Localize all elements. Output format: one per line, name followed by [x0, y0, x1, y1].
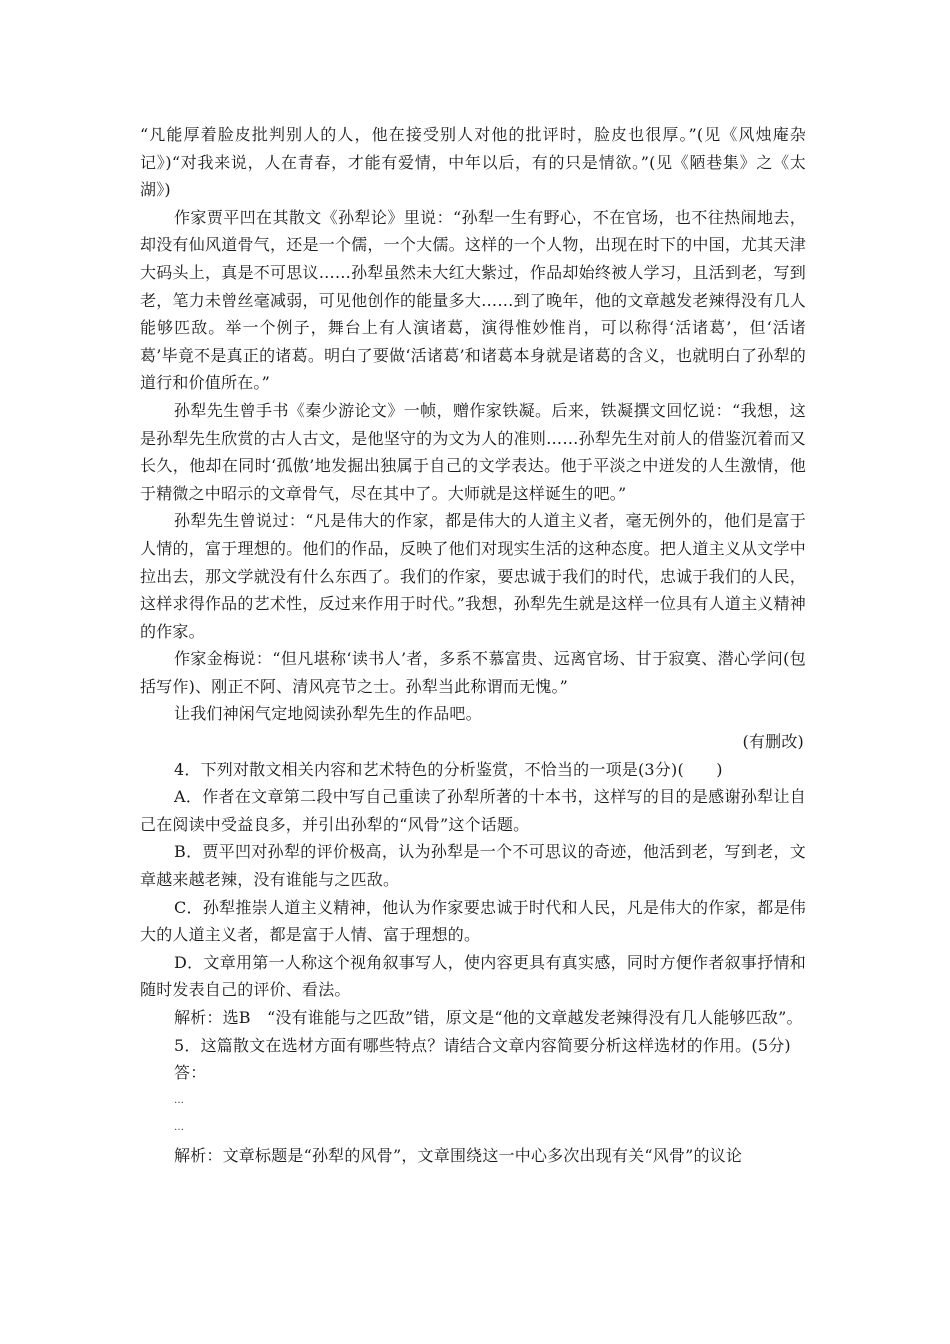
document-page — [140, 121, 806, 1170]
paragraph-sun-li-quote: 孙犁先生曾说过：“凡是伟大的作家，都是伟大的人道主义者，毫无例外的，他们是富于人情的，富于理想的。他们的作品，反映了他们对现实生活的这种态度。把人道主义从文学中拉出去，那文学就没有什么东西了。我们的作家，要忠诚于我们的时代，忠诚于我们的人民，这样求得作品的艺术性，反过来作用于时代。”我想，孙犁先生就是这样一位具有人道主义精神的作家。 — [140, 511, 806, 641]
paragraph-jin-mei: 作家金梅说：“但凡堪称‘读书人’者，多系不慕富贵、远离官场、甘于寂寞、潜心学问(包括写作)、刚正不阿、清风亮节之士。孙犁当此称谓而无愧。” — [140, 649, 806, 696]
question-5-stem: 5．这篇散文在选材方面有哪些特点？请结合文章内容简要分析这样选材的作用。(5分) — [174, 1035, 791, 1055]
question-4-analysis: 解析：选B “没有谁能与之匹敌”错，原文是“他的文章越发老辣得没有几人能够匹敌”。 — [174, 1008, 803, 1027]
question-5-answer-label: 答： — [174, 1063, 207, 1083]
paragraph-closing: 让我们神闲气定地阅读孙犁先生的作品吧。 — [174, 704, 482, 724]
question-4-option-d: D．文章用第一人称这个视角叙事写人，使内容更具有真实感，同时方便作者叙事抒情和随时发表自己的评价、看法。 — [140, 952, 806, 1000]
answer-blank-line: … — [174, 1094, 184, 1106]
question-4-option-c: C．孙犁推崇人道主义精神，他认为作家要忠诚于时代和人民，凡是伟大的作家，都是伟大的人道主义者，都是富于人情、富于理想的。 — [140, 897, 806, 945]
answer-blank-line: … — [174, 1122, 184, 1134]
paragraph-tie-ning: 孙犁先生曾手书《秦少游论文》一帧，赠作家铁凝。后来，铁凝撰文回忆说：“我想，这是孙犁先生欣赏的古人古文，是他坚守的为文为人的准则……孙犁先生对前人的借鉴沉着而又长久，他却在同时‘孤傲’地发掘出独属于自己的文学表达。他于平淡之中迸发的人生激情，他于精微之中昭示的文章骨气，尽在其中了。大师就是这样诞生的吧。” — [140, 400, 806, 503]
question-4-option-a: A．作者在文章第二段中写自己重读了孙犁所著的十本书，这样写的目的是感谢孙犁让自己在阅读中受益良多，并引出孙犁的“风骨”这个话题。 — [140, 787, 806, 834]
paragraph-jia-pingwa: 作家贾平凹在其散文《孙犁论》里说：“孙犁一生有野心，不在官场，也不往热闹地去，却没有仙风道骨气，还是一个儒，一个大儒。这样的一个人物，出现在时下的中国，尤其天津大码头上，真是不可思议……孙犁虽然未大红大紫过，作品却始终被人学习，且活到老，写到老，笔力未曾丝毫减弱，可见他创作的能量多大……到了晚年，他的文章越发老辣得没有几人能够匹敌。举一个例子，舞台上有人演诸葛，演得惟妙惟肖，可以称得‘活诸葛’，但‘活诸葛’毕竟不是真正的诸葛。明白了要做‘活诸葛’和诸葛本身就是诸葛的含义，也就明白了孙犁的道行和价值所在。” — [140, 207, 806, 393]
question-4-option-b: B．贾平凹对孙犁的评价极高，认为孙犁是一个不可思议的奇迹，他活到老，写到老，文章越来越老辣，没有谁能与之匹敌。 — [140, 842, 806, 890]
question-5-analysis: 解析：文章标题是“孙犁的风骨”，文章围绕这一中心多次出现有关“风骨”的议论 — [174, 1145, 743, 1165]
source-note: (有删改) — [742, 732, 804, 752]
paragraph-quote: “凡能厚着脸皮批判别人的人，他在接受别人对他的批评时，脸皮也很厚。”(见《风烛庵杂记》)“对我来说，人在青春，才能有爱情，中年以后，有的只是情欲。”(见《陋巷集》之《太湖》) — [140, 125, 806, 200]
question-4-stem: 4．下列对散文相关内容和艺术特色的分析鉴赏，不恰当的一项是(3分)( ) — [174, 759, 723, 779]
